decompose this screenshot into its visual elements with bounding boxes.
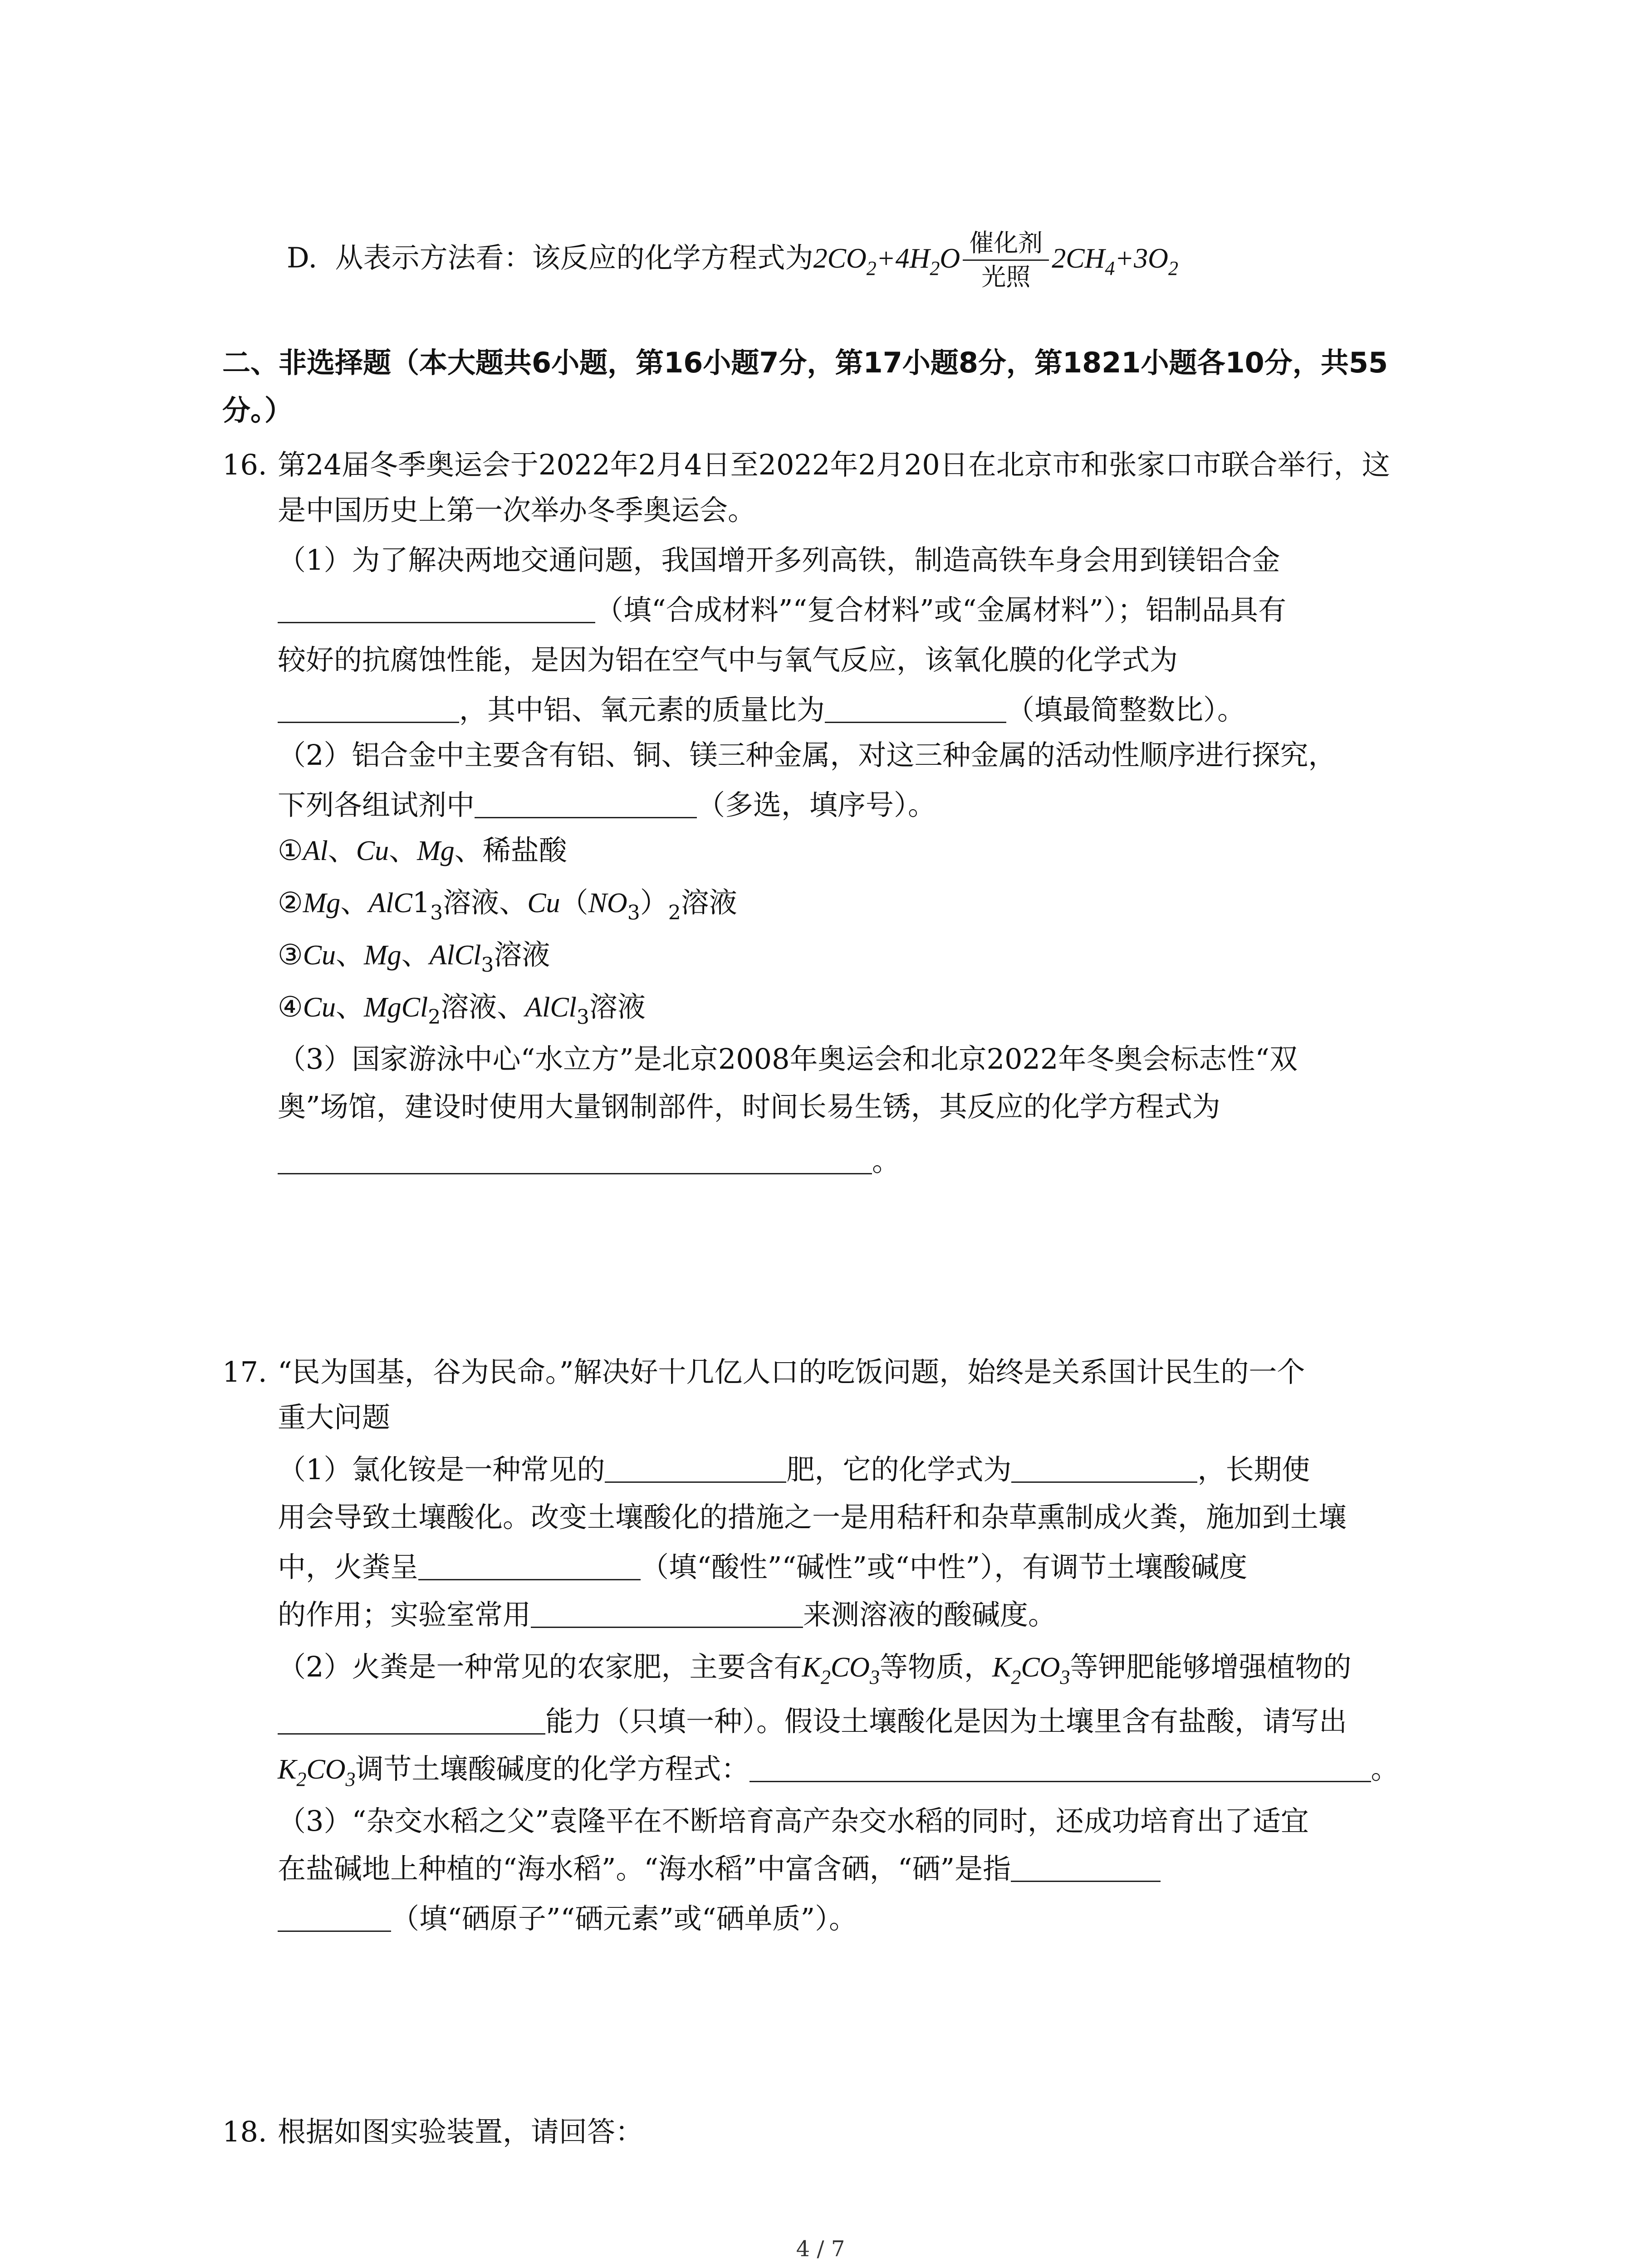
q16-part3-line2: 奥”场馆，建设时使用大量钢制部件，时间长易生锈，其反应的化学方程式为 <box>278 1090 1220 1123</box>
q16-part1-line4: ，其中铝、氧元素的质量比为 （填最简整数比）。 <box>278 692 1245 728</box>
equation-rhs: $2CH_4+3O_2$ <box>1052 243 1178 279</box>
section-title-cont: 分。） <box>222 394 293 427</box>
q17-part2-line1: （2）火粪是一种常见的农家肥，主要含有$K_2CO_3$等物质，$K_2CO_3$等钾肥能够增强植物的 <box>278 1650 1352 1688</box>
reaction-arrow <box>963 227 1049 293</box>
q17-part1-line2: 用会导致土壤酸化。改变土壤酸化的措施之一是用秸秆和杂草熏制成火粪，施加到土壤 <box>278 1501 1347 1534</box>
q17-part2-line2: 能力（只填一种）。假设土壤酸化是因为土壤里含有盐酸，请写出 <box>278 1703 1347 1740</box>
answer-blank[interactable] <box>1011 1853 1161 1882</box>
answer-blank[interactable] <box>1011 1454 1197 1483</box>
option-d-text: 从表示方法看：该反应的化学方程式为 <box>335 241 813 274</box>
answer-blank[interactable] <box>278 1903 391 1932</box>
q17-stem-line2: 重大问题 <box>278 1401 391 1434</box>
q16-part3-line1: （3）国家游泳中心“水立方”是北京2008年奥运会和北京2022年冬奥会标志性“双 <box>278 1042 1298 1075</box>
q17-part1-line3: 中，火粪呈 （填“酸性”“碱性”或“中性”），有调节土壤酸碱度 <box>278 1550 1248 1584</box>
q16-number: 16. <box>222 448 267 481</box>
q17-part1-line1: （1）氯化铵是一种常见的 肥，它的化学式为 ，长期使 <box>278 1453 1310 1486</box>
q18-stem: 根据如图实验装置，请回答： <box>278 2115 644 2148</box>
q16-option-3: ③Cu、Mg、AlCl$_3$溶液 <box>278 938 550 977</box>
q16-option-2: ②Mg、$AlC1_3$溶液、$Cu(NO_3)_2$溶液 <box>278 886 737 924</box>
q16-part3-line3: 。 <box>278 1143 900 1179</box>
section-title: 二、非选择题（本大题共6小题，第16小题7分，第17小题8分，第1821小题各10分，共55 <box>222 346 1388 379</box>
page-number: 4 / 7 <box>796 2236 845 2262</box>
option-d <box>287 227 1178 293</box>
q16-part2-line2: 下列各组试剂中 （多选，填序号）。 <box>278 788 936 821</box>
q17-stem-line1: “民为国基，谷为民命。”解决好十几亿人口的吃饭问题，始终是关系国计民生的一个 <box>278 1355 1305 1388</box>
answer-blank[interactable] <box>278 694 459 723</box>
catalyst-label: 催化剂 <box>969 229 1043 257</box>
answer-blank[interactable] <box>278 1706 545 1735</box>
q16-part1-line2: （填“合成材料”“复合材料”或“金属材料”）；铝制品具有 <box>278 592 1286 628</box>
q16-option-1: ①Al、Cu、Mg、稀盐酸 <box>278 834 567 867</box>
answer-blank[interactable] <box>605 1454 786 1483</box>
answer-blank[interactable] <box>531 1599 803 1628</box>
q17-number: 17. <box>222 1355 267 1388</box>
condition-label: 光照 <box>981 263 1031 291</box>
q16-part2-line1: （2）铝合金中主要含有铝、铜、镁三种金属，对这三种金属的活动性顺序进行探究， <box>278 738 1337 772</box>
answer-blank[interactable] <box>475 790 697 818</box>
q16-stem-line2: 是中国历史上第一次举办冬季奥运会。 <box>278 494 756 527</box>
answer-blank[interactable] <box>278 595 595 623</box>
q16-stem-line1: 第24届冬季奥运会于2022年2月4日至2022年2月20日在北京市和张家口市联合举行，这 <box>278 448 1390 481</box>
q16-part1-line3: 较好的抗腐蚀性能，是因为铝在空气中与氧气反应，该氧化膜的化学式为 <box>278 643 1178 676</box>
q16-part1-line1: （1）为了解决两地交通问题，我国增开多列高铁，制造高铁车身会用到镁铝合金 <box>278 543 1280 577</box>
answer-blank[interactable] <box>278 1146 872 1174</box>
q18-number: 18. <box>222 2115 267 2148</box>
equation-lhs: $2CO_2+4H_2O$ <box>813 243 960 279</box>
q17-part3-line2: 在盐碱地上种植的“海水稻”。“海水稻”中富含硒，“硒”是指 <box>278 1851 1161 1887</box>
q17-part3-line3: （填“硒原子”“硒元素”或“硒单质”）。 <box>278 1901 857 1937</box>
q17-part1-line4: 的作用；实验室常用 来测溶液的酸碱度。 <box>278 1598 1057 1631</box>
q16-option-4: ④Cu、MgCl$_2$溶液、AlCl$_3$溶液 <box>278 990 646 1029</box>
q17-part2-line3: $K_2CO_3$调节土壤酸碱度的化学方程式： 。 <box>278 1752 1399 1790</box>
answer-blank[interactable] <box>825 694 1006 723</box>
answer-blank[interactable] <box>418 1552 641 1580</box>
option-d-label: D. <box>287 241 318 274</box>
q17-part3-line1: （3）“杂交水稻之父”袁隆平在不断培育高产杂交水稻的同时，还成功培育出了适宜 <box>278 1804 1309 1838</box>
answer-blank[interactable] <box>749 1754 1371 1782</box>
